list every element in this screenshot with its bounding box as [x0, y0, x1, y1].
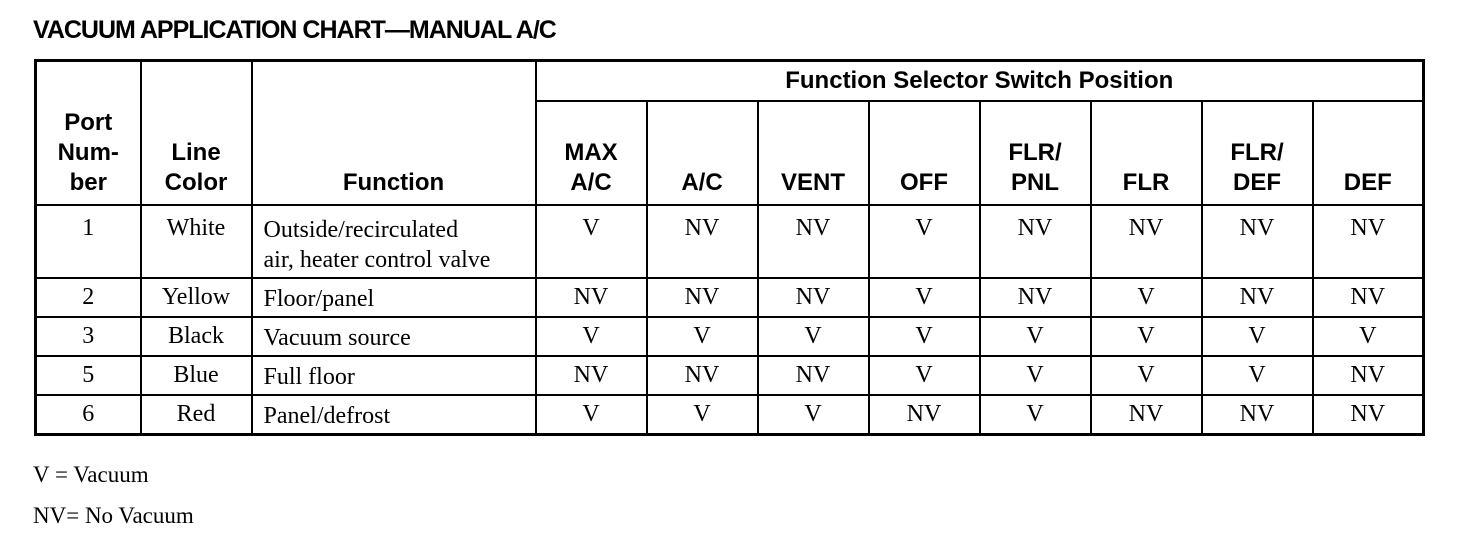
value-cell: V: [647, 317, 758, 356]
vacuum-application-table: [34, 59, 1425, 436]
table-row: [36, 317, 1424, 356]
header-position-flr-def: [1202, 101, 1313, 205]
value-cell: NV: [1313, 278, 1424, 317]
header-position-ac: [647, 101, 758, 205]
value-cell: NV: [758, 356, 869, 395]
color-cell: White: [141, 205, 252, 278]
value-cell: NV: [536, 278, 647, 317]
header-position-max-ac: [536, 101, 647, 205]
value-cell: NV: [536, 356, 647, 395]
value-cell: NV: [1202, 205, 1313, 278]
header-function-label: Function: [342, 169, 445, 196]
header-position-flr: [1091, 101, 1202, 205]
port-cell: 6: [36, 395, 141, 435]
function-cell: [252, 205, 536, 278]
value-cell: V: [536, 317, 647, 356]
value-cell: V: [980, 356, 1091, 395]
pos-line2: VENT: [780, 169, 845, 196]
value-cell: V: [758, 317, 869, 356]
port-cell: 1: [36, 205, 141, 278]
pos-line1: FLR/: [1230, 139, 1284, 166]
value-cell: V: [869, 278, 980, 317]
table-row: [36, 278, 1424, 317]
color-cell: Red: [141, 395, 252, 435]
color-cell: Yellow: [141, 278, 252, 317]
table-row: [36, 205, 1424, 278]
function-cell: Vacuum source: [252, 317, 536, 356]
value-cell: NV: [647, 278, 758, 317]
value-cell: V: [1313, 317, 1424, 356]
header-color-line1: Line: [171, 139, 221, 166]
value-cell: V: [869, 317, 980, 356]
value-cell: NV: [1202, 395, 1313, 435]
header-port-line2: Num-: [57, 139, 119, 166]
pos-line2: A/C: [681, 169, 723, 196]
value-cell: V: [647, 395, 758, 435]
port-cell: 2: [36, 278, 141, 317]
pos-line2: FLR: [1122, 169, 1170, 196]
value-cell: V: [869, 356, 980, 395]
table-row: [36, 395, 1424, 435]
value-cell: NV: [647, 205, 758, 278]
value-cell: V: [1202, 356, 1313, 395]
value-cell: NV: [980, 205, 1091, 278]
value-cell: NV: [1091, 395, 1202, 435]
chart-title: VACUUM APPLICATION CHART—MANUAL A/C: [33, 16, 556, 44]
value-cell: NV: [758, 278, 869, 317]
header-position-vent: [758, 101, 869, 205]
value-cell: V: [869, 205, 980, 278]
function-cell: Panel/defrost: [252, 395, 536, 435]
legend-no-vacuum: NV= No Vacuum: [33, 503, 194, 528]
header-row-group: [36, 61, 1424, 102]
pos-line2: DEF: [1343, 169, 1392, 196]
pos-line1: FLR/: [1008, 139, 1062, 166]
header-color-line2: Color: [164, 169, 228, 196]
pos-line2: A/C: [570, 169, 612, 196]
table-row: [36, 356, 1424, 395]
value-cell: NV: [869, 395, 980, 435]
value-cell: NV: [647, 356, 758, 395]
pos-line1: MAX: [564, 139, 618, 166]
function-line1: Outside/recirculated: [263, 217, 459, 243]
value-cell: NV: [980, 278, 1091, 317]
value-cell: V: [536, 395, 647, 435]
color-cell: Black: [141, 317, 252, 356]
value-cell: V: [1091, 356, 1202, 395]
header-selector-group: Function Selector Switch Position: [536, 61, 1424, 102]
value-cell: V: [980, 395, 1091, 435]
color-cell: Blue: [141, 356, 252, 395]
function-line2: air, heater control valve: [263, 247, 491, 273]
pos-line2: DEF: [1233, 169, 1281, 196]
port-cell: 3: [36, 317, 141, 356]
header-function: [252, 61, 536, 206]
port-cell: 5: [36, 356, 141, 395]
value-cell: V: [1202, 317, 1313, 356]
function-cell: Floor/panel: [252, 278, 536, 317]
header-position-def: [1313, 101, 1424, 205]
header-port-line3: ber: [69, 169, 107, 196]
value-cell: NV: [1202, 278, 1313, 317]
value-cell: NV: [1313, 205, 1424, 278]
value-cell: V: [980, 317, 1091, 356]
header-port-number: [36, 61, 141, 206]
header-line-color: [141, 61, 252, 206]
value-cell: V: [758, 395, 869, 435]
value-cell: NV: [758, 205, 869, 278]
legend-vacuum: V = Vacuum: [33, 462, 149, 487]
value-cell: V: [1091, 317, 1202, 356]
header-port-line1: Port: [64, 109, 113, 136]
header-position-off: [869, 101, 980, 205]
pos-line2: PNL: [1011, 169, 1059, 196]
value-cell: NV: [1091, 205, 1202, 278]
value-cell: NV: [1313, 356, 1424, 395]
header-position-flr-pnl: [980, 101, 1091, 205]
function-cell: Full floor: [252, 356, 536, 395]
value-cell: NV: [1313, 395, 1424, 435]
value-cell: V: [536, 205, 647, 278]
pos-line2: OFF: [900, 169, 948, 196]
value-cell: V: [1091, 278, 1202, 317]
